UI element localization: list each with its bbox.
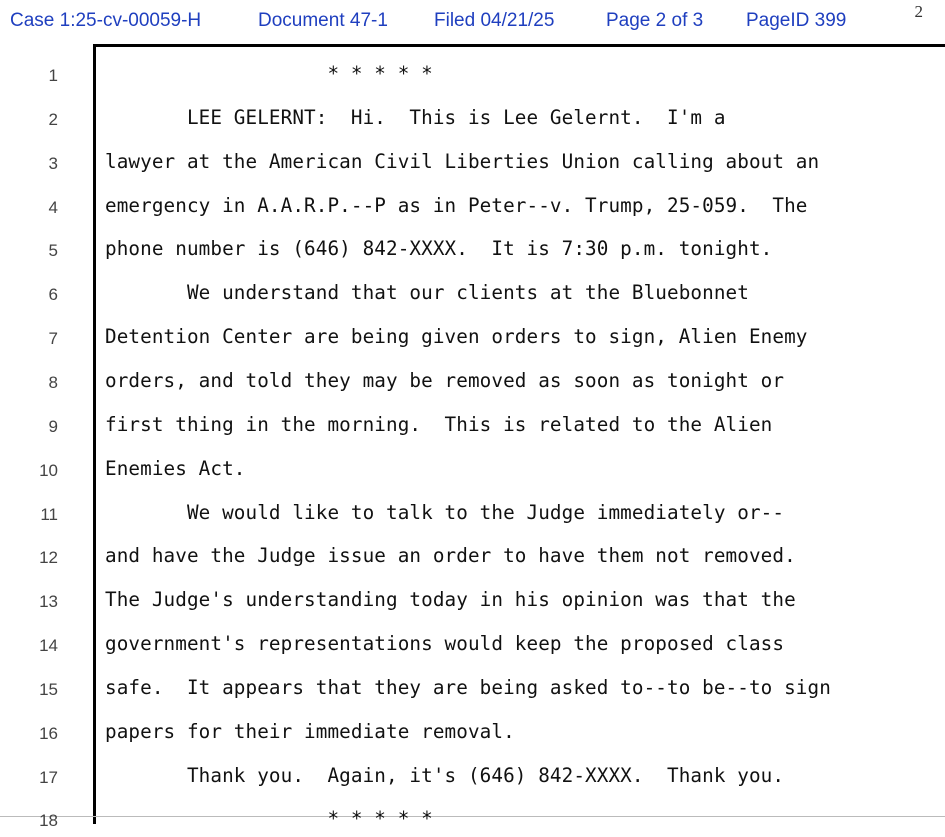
- line-number: 15: [39, 679, 58, 699]
- line-number: 1: [48, 66, 58, 85]
- line-number: 12: [39, 548, 58, 568]
- line-number: 11: [40, 504, 58, 524]
- line-number: 8: [48, 372, 58, 392]
- transcript-line: [0, 632, 945, 662]
- filed-date[interactable]: Filed 04/21/25: [434, 10, 555, 31]
- line-text: We understand that our clients at the Bluebonnet: [105, 281, 749, 305]
- line-text: * * * * *: [105, 807, 433, 831]
- transcript-line: [0, 325, 945, 355]
- line-number: 17: [39, 767, 58, 787]
- line-number: 9: [48, 416, 58, 436]
- transcript-line: [0, 720, 945, 750]
- line-text: papers for their immediate removal.: [105, 719, 515, 743]
- transcript-line: [0, 237, 945, 267]
- page-of-pages[interactable]: Page 2 of 3: [606, 10, 704, 31]
- transcript-line: [0, 281, 945, 311]
- line-text: orders, and told they may be removed as soon as tonight or: [105, 368, 785, 392]
- transcript-line: [0, 807, 945, 837]
- line-number: 13: [39, 592, 58, 612]
- transcript-line: [0, 501, 945, 531]
- line-text: Thank you. Again, it's (646) 842-XXXX. Thank you.: [105, 763, 785, 787]
- page-id[interactable]: PageID 399: [746, 10, 847, 31]
- transcript-frame-top: [93, 44, 945, 47]
- line-number: 3: [48, 153, 58, 173]
- line-text: LEE GELERNT: Hi. This is Lee Gelernt. I'm a: [105, 105, 726, 129]
- line-number: 6: [48, 285, 58, 305]
- line-text: government's representations would keep the proposed class: [105, 632, 785, 656]
- line-text: emergency in A.A.R.P.--P as in Peter--v. Trump, 25-059. The: [105, 193, 808, 217]
- line-number: 2: [48, 109, 58, 129]
- transcript-line: [0, 544, 945, 574]
- line-number: 7: [48, 329, 58, 349]
- case-number[interactable]: Case 1:25-cv-00059-H: [10, 10, 202, 31]
- line-number: 4: [48, 197, 58, 217]
- line-text: first thing in the morning. This is related to the Alien: [105, 412, 773, 436]
- line-number: 14: [39, 636, 58, 656]
- transcript-page-number: 2: [914, 2, 923, 21]
- transcript-line: [0, 194, 945, 224]
- transcript-line: [0, 457, 945, 487]
- line-number: 5: [48, 241, 58, 261]
- transcript-line: [0, 150, 945, 180]
- document-number[interactable]: Document 47-1: [258, 10, 388, 31]
- transcript-line: [0, 413, 945, 443]
- transcript-line: [0, 588, 945, 618]
- document-header: [0, 0, 945, 44]
- line-text: lawyer at the American Civil Liberties Union calling about an: [105, 149, 820, 173]
- transcript-line: [0, 62, 945, 92]
- line-text: The Judge's understanding today in his opinion was that the: [105, 588, 796, 612]
- line-text: phone number is (646) 842-XXXX. It is 7:30 p.m. tonight.: [105, 237, 773, 261]
- transcript-line: [0, 369, 945, 399]
- line-text: Enemies Act.: [105, 456, 246, 480]
- line-text: safe. It appears that they are being asked to--to be--to sign: [105, 675, 831, 699]
- line-text: * * * * *: [105, 62, 433, 85]
- line-text: We would like to talk to the Judge immediately or--: [105, 500, 785, 524]
- transcript-line: [0, 676, 945, 706]
- line-text: Detention Center are being given orders to sign, Alien Enemy: [105, 325, 808, 349]
- transcript-line: [0, 106, 945, 136]
- line-text: and have the Judge issue an order to have them not removed.: [105, 544, 796, 568]
- line-number: 10: [39, 460, 58, 480]
- line-number: 18: [39, 811, 58, 831]
- transcript-line: [0, 764, 945, 794]
- line-number: 16: [39, 723, 58, 743]
